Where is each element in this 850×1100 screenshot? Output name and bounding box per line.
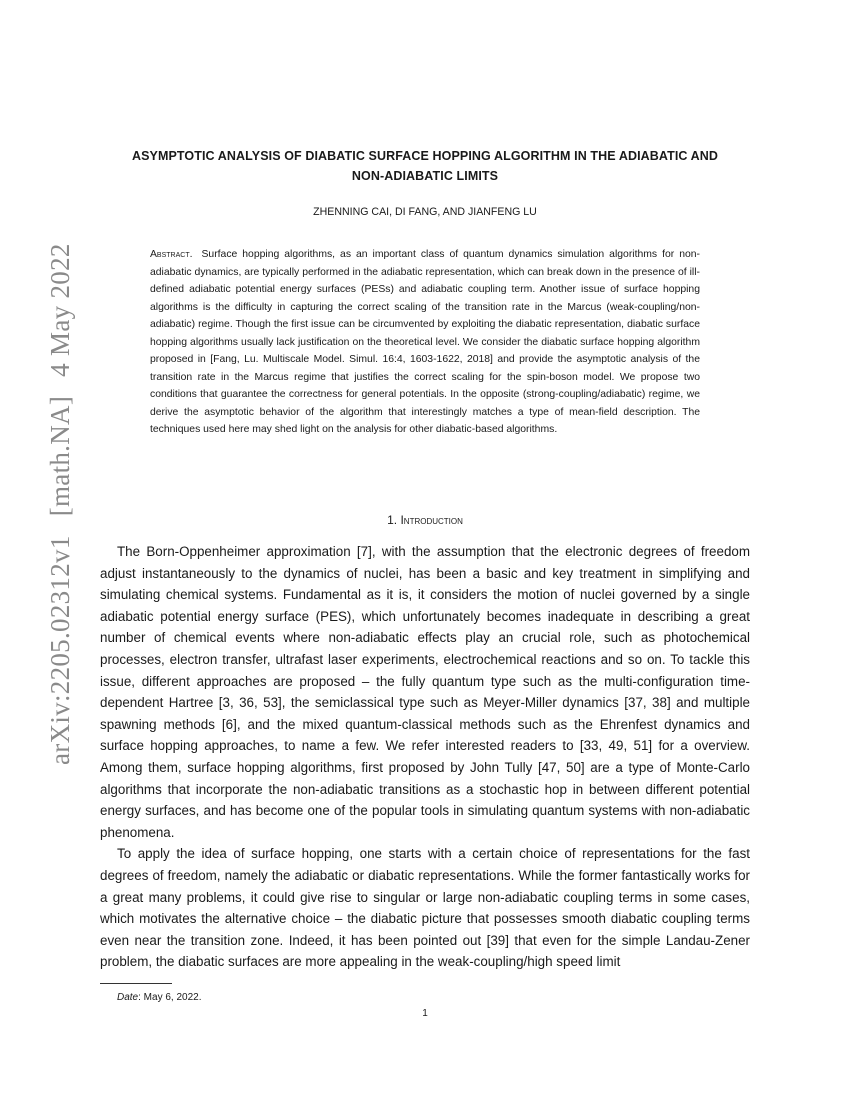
abstract (150, 246, 700, 439)
arxiv-id: arXiv:2205.02312v1 (45, 535, 75, 765)
footnote-rule (100, 983, 172, 984)
paragraph: To apply the idea of surface hopping, one starts with a certain choice of representations for the fast degrees of freedom, namely the adiabatic or diabatic representations. While the former fantastically works for a great many problems, it could give rise to singular or large non-adiabatic coupling terms in some cases, which motivates the alternative choice – the diabatic picture that possesses smooth diabatic coupling terms even near the transition zone. Indeed, it has been pointed out [39] that even for the simple Landau-Zener problem, the diabatic surfaces are more appealing in the weak-coupling/high speed limit (100, 846, 750, 970)
paragraph: The Born-Oppenheimer approximation [7], with the assumption that the electronic degrees of freedom adjust instantaneously to the dynamics of nuclei, has been a basic and key treatment in simplifying and simulating chemical systems. Fundamental as it is, it considers the motion of nuclei governed by a single adiabatic potential energy surface (PES), which unfortunately becomes inadequate in describing a great number of chemical events where non-adiabatic effects play an crucial role, such as photochemical processes, electron transfer, ultrafast laser experiments, electrochemical reactions and so on. To tackle this issue, different approaches are proposed – the fully quantum type such as the multi-configuration time-dependent Hartree [3, 36, 53], the semiclassical type such as Meyer-Miller dynamics [37, 38] and multiple spawning methods [6], and the mixed quantum-classical methods such as the Ehrenfest dynamics and surface hopping approaches, to name a few. We refer interested readers to [33, 49, 51] for a overview. Among them, surface hopping algorithms, first proposed by John Tully [47, 50] are a type of Monte-Carlo algorithms that incorporate the non-adiabatic transitions as a stochastic hop in between different potential energy surfaces, and has become one of the popular tools in simulating quantum systems with non-adiabatic phenomena. (100, 544, 750, 840)
page-number: 1 (422, 1008, 428, 1019)
paper-title-line-2: NON-ADIABATIC LIMITS (351, 169, 499, 183)
paper-title (100, 146, 750, 186)
footnote-label: Date (117, 992, 139, 1003)
introduction-body (100, 541, 750, 973)
section-name: Introduction (400, 513, 463, 527)
arxiv-date: 4 May 2022 (45, 243, 75, 377)
abstract-label: Abstract. (150, 249, 193, 260)
abstract-text: Surface hopping algorithms, as an important class of quantum dynamics simulation algorithms for non-adiabatic dynamics, are typically performed in the adiabatic representation, which can break down in the presence of ill-defined adiabatic potential energy surfaces (PESs) and adiabatic coupling term. Another issue of surface hopping algorithms is the difficulty in capturing the correct scaling of the transition rate in the Marcus (weak-coupling/non-adiabatic) regime. Though the first issue can be circumvented by exploiting the diabatic representation, diabatic surface hopping algorithms usually lack justification on the theoretical level. We consider the diabatic surface hopping algorithm proposed in [Fang, Lu. Multiscale Model. Simul. 16:4, 1603-1622, 2018] and provide the asymptotic analysis of the transition rate in the Marcus regime that justifies the correct scaling for the spin-boson model. We propose two conditions that guarantee the correctness for general potentials. In the opposite (strong-coupling/adiabatic) regime, we derive the asymptotic behavior of the algorithm that interestingly matches a type of mean-field description. The techniques used here may shed light on the analysis for other diabatic-based algorithms. (150, 249, 700, 435)
paper-authors: ZHENNING CAI, DI FANG, AND JIANFENG LU (313, 206, 537, 218)
arxiv-sidebar-stamp (40, 245, 80, 765)
paper-title-line-1: ASYMPTOTIC ANALYSIS OF DIABATIC SURFACE HOPPING ALGORITHM IN THE ADIABATIC AND (131, 149, 719, 163)
section-heading-introduction (100, 513, 750, 527)
arxiv-category: [math.NA] (45, 395, 75, 517)
footnote-text: : May 6, 2022. (138, 992, 202, 1003)
footnote-date (117, 992, 202, 1003)
section-number: 1. (387, 513, 398, 527)
